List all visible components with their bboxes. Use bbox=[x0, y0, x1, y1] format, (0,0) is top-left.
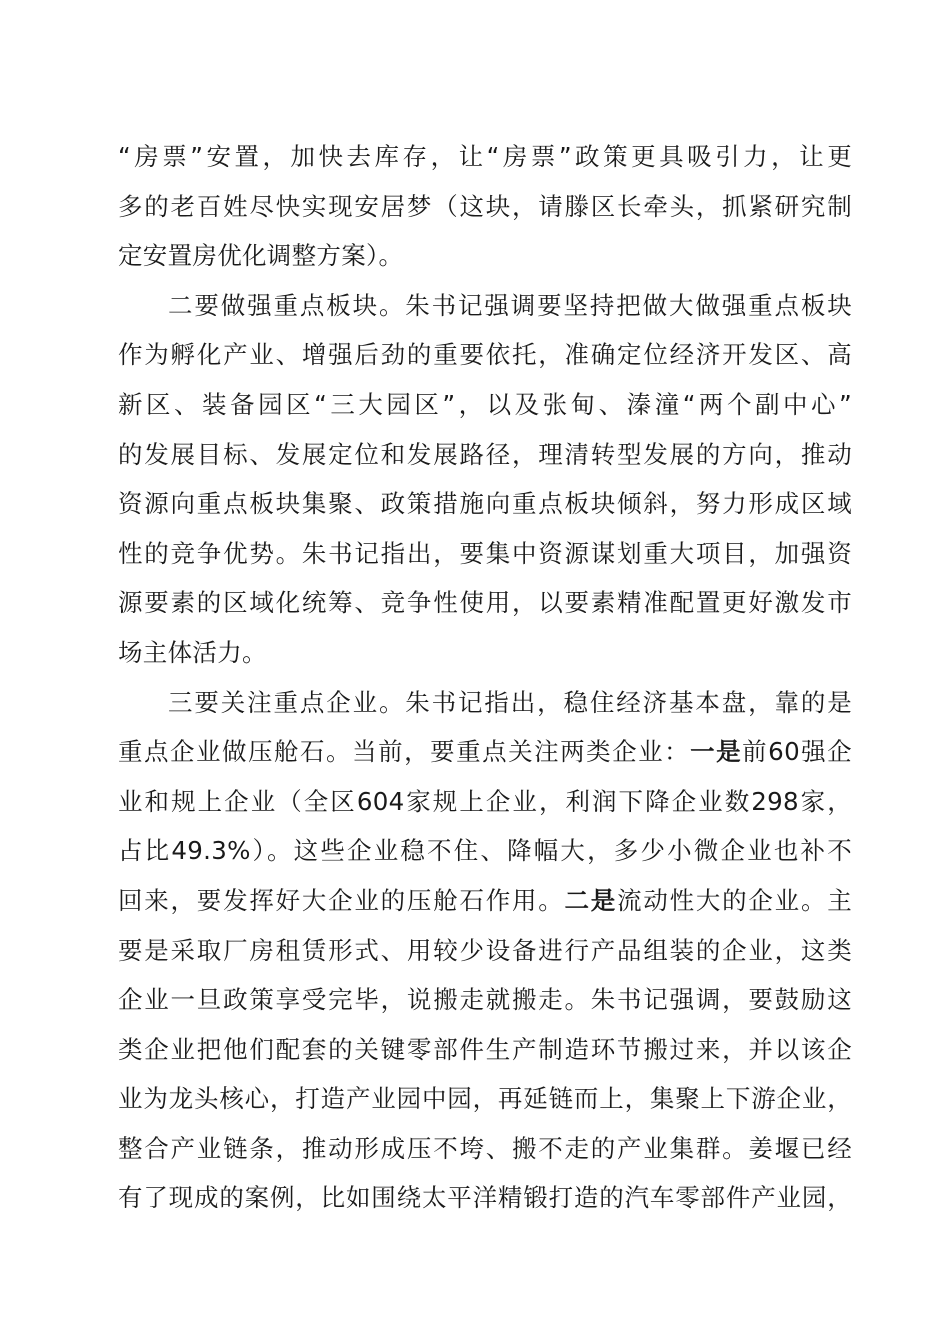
text-line: 业为龙头核心，打造产业园中园，再延链而上，集聚上下游企业， bbox=[118, 1084, 852, 1114]
text-line: 类企业把他们配套的关键零部件生产制造环节搬过来，并以该企 bbox=[118, 1034, 852, 1064]
text-line: “房票”安置，加快去库存，让“房票”政策更具吸引力，让更 bbox=[118, 142, 852, 171]
text-line: 资源向重点板块集聚、政策措施向重点板块倾斜，努力形成区域 bbox=[118, 489, 852, 519]
text-line: 性的竞争优势。朱书记指出，要集中资源谋划重大项目，加强资 bbox=[118, 538, 852, 568]
body-text bbox=[118, 132, 852, 1223]
text-line: 源要素的区域化统筹、竞争性使用，以要素精准配置更好激发市 bbox=[118, 588, 852, 618]
text-line: 有了现成的案例，比如围绕太平洋精锻打造的汽车零部件产业园， bbox=[118, 1183, 852, 1213]
text-line bbox=[118, 727, 852, 777]
text-line: 二要做强重点板块。朱书记强调要坚持把做大做强重点板块 bbox=[168, 290, 852, 320]
text-run: 回来，要发挥好大企业的压舱石作用。 bbox=[118, 885, 565, 915]
text-line: 定安置房优化调整方案）。 bbox=[118, 241, 404, 271]
text-run: 重点企业做压舱石。当前，要重点关注两类企业： bbox=[118, 737, 691, 767]
text-line: 多的老百姓尽快实现安居梦（这块，请滕区长牵头，抓紧研究制 bbox=[118, 191, 852, 221]
text-line: 整合产业链条，推动形成压不垮、搬不走的产业集群。姜堰已经 bbox=[118, 1133, 852, 1163]
text-line bbox=[118, 876, 852, 926]
text-line: 要是采取厂房租赁形式、用较少设备进行产品组装的企业，这类 bbox=[118, 935, 852, 965]
bold-text-run: 二是 bbox=[564, 885, 618, 915]
text-line: 企业一旦政策享受完毕，说搬走就搬走。朱书记强调，要鼓励这 bbox=[118, 985, 852, 1015]
text-run: 前60强企 bbox=[742, 737, 852, 767]
text-run: 流动性大的企业。主 bbox=[617, 885, 852, 915]
text-line: 三要关注重点企业。朱书记指出，稳住经济基本盘，靠的是 bbox=[168, 687, 852, 717]
text-line: 占比49.3%）。这些企业稳不住、降幅大，多少小微企业也补不 bbox=[118, 836, 852, 866]
bold-text-run: 一是 bbox=[690, 737, 743, 767]
text-line: 业和规上企业（全区604家规上企业，利润下降企业数298家， bbox=[118, 786, 852, 816]
text-line: 的发展目标、发展定位和发展路径，理清转型发展的方向，推动 bbox=[118, 439, 852, 469]
text-line: 新区、装备园区“三大园区”，以及张甸、溱潼“两个副中心” bbox=[118, 389, 852, 419]
text-line: 作为孵化产业、增强后劲的重要依托，准确定位经济开发区、高 bbox=[118, 340, 852, 370]
text-line: 场主体活力。 bbox=[118, 637, 267, 667]
